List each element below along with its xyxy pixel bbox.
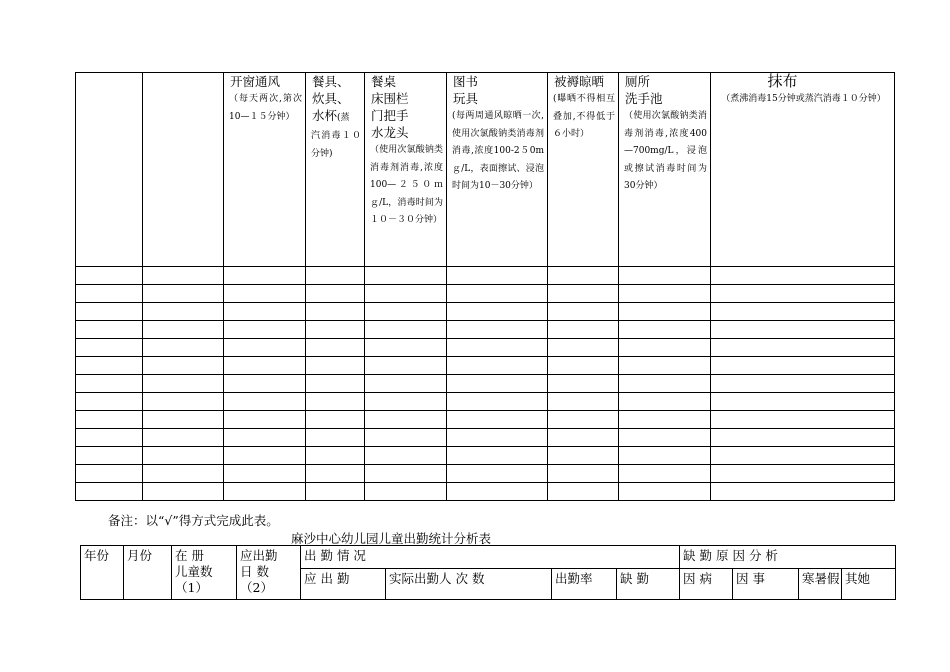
table-cell[interactable] bbox=[306, 357, 365, 375]
should-attend-days-header: 应出勤 日 数 （2） bbox=[237, 546, 301, 600]
header-cell-blank-1 bbox=[76, 73, 143, 267]
table-cell[interactable] bbox=[76, 303, 143, 321]
header-cell-ventilation: 开窗通风 （每天两次,第次10—１５分钟） bbox=[224, 73, 306, 267]
table-cell[interactable] bbox=[711, 465, 895, 483]
table-cell[interactable] bbox=[224, 483, 306, 501]
table-cell[interactable] bbox=[143, 303, 224, 321]
table-cell[interactable] bbox=[711, 339, 895, 357]
table-cell[interactable] bbox=[711, 267, 895, 285]
table-cell[interactable] bbox=[76, 285, 143, 303]
attendance-situation-header: 出 勤 情 况 bbox=[301, 546, 680, 569]
remark-note: 备注：以“√”得方式完成此表。 bbox=[108, 513, 279, 528]
table-cell[interactable] bbox=[619, 429, 711, 447]
table-cell[interactable] bbox=[365, 465, 447, 483]
table-cell[interactable] bbox=[143, 393, 224, 411]
table-cell[interactable] bbox=[711, 321, 895, 339]
table-cell[interactable] bbox=[619, 411, 711, 429]
personal-leave-header: 因 事 bbox=[733, 569, 799, 600]
table-cell[interactable] bbox=[306, 483, 365, 501]
table-cell[interactable] bbox=[619, 465, 711, 483]
table-cell[interactable] bbox=[224, 393, 306, 411]
table-cell[interactable] bbox=[76, 267, 143, 285]
table-cell[interactable] bbox=[447, 267, 548, 285]
table-cell[interactable] bbox=[76, 321, 143, 339]
header-cell-tableware: 餐具、 炊具、 水杯(蒸 汽消毒１０分钟) bbox=[306, 73, 365, 267]
table-cell[interactable] bbox=[447, 303, 548, 321]
table-cell[interactable] bbox=[224, 357, 306, 375]
table-cell[interactable] bbox=[548, 429, 619, 447]
table-cell[interactable] bbox=[76, 375, 143, 393]
table-cell[interactable] bbox=[548, 375, 619, 393]
header-cell-rag: 抹布 （煮沸消毒15分钟或蒸汽消毒１０分钟） bbox=[711, 73, 895, 267]
absence-header: 缺 勤 bbox=[617, 569, 680, 600]
table-cell[interactable] bbox=[548, 285, 619, 303]
table-cell[interactable] bbox=[306, 465, 365, 483]
table-cell[interactable] bbox=[619, 303, 711, 321]
enrolled-children-header: 在 册 儿童数 （1） bbox=[172, 546, 237, 600]
table-cell[interactable] bbox=[76, 357, 143, 375]
table-cell[interactable] bbox=[224, 339, 306, 357]
table-cell[interactable] bbox=[224, 429, 306, 447]
table-cell[interactable] bbox=[306, 285, 365, 303]
table-row bbox=[76, 465, 895, 483]
table-row bbox=[76, 321, 895, 339]
table-cell[interactable] bbox=[447, 429, 548, 447]
table-cell[interactable] bbox=[619, 321, 711, 339]
table-cell[interactable] bbox=[548, 465, 619, 483]
table-cell[interactable] bbox=[447, 357, 548, 375]
table-cell[interactable] bbox=[711, 411, 895, 429]
table-cell[interactable] bbox=[619, 339, 711, 357]
table-cell[interactable] bbox=[711, 357, 895, 375]
table-cell[interactable] bbox=[76, 339, 143, 357]
table-cell[interactable] bbox=[143, 285, 224, 303]
table-cell[interactable] bbox=[447, 447, 548, 465]
table-cell[interactable] bbox=[143, 321, 224, 339]
table-cell[interactable] bbox=[365, 411, 447, 429]
table-cell[interactable] bbox=[365, 321, 447, 339]
table-cell[interactable] bbox=[365, 357, 447, 375]
table-cell[interactable] bbox=[76, 393, 143, 411]
table-cell[interactable] bbox=[143, 429, 224, 447]
table-cell[interactable] bbox=[76, 465, 143, 483]
table-cell[interactable] bbox=[224, 303, 306, 321]
table-cell[interactable] bbox=[306, 303, 365, 321]
table-cell[interactable] bbox=[619, 285, 711, 303]
year-header: 年份 bbox=[81, 546, 124, 600]
table-cell[interactable] bbox=[711, 447, 895, 465]
header-cell-blank-2 bbox=[143, 73, 224, 267]
table-row bbox=[76, 375, 895, 393]
table-cell[interactable] bbox=[548, 267, 619, 285]
month-header: 月份 bbox=[124, 546, 172, 600]
table-cell[interactable] bbox=[711, 375, 895, 393]
table-row bbox=[76, 411, 895, 429]
table-cell[interactable] bbox=[365, 267, 447, 285]
table-cell[interactable] bbox=[548, 411, 619, 429]
table-cell[interactable] bbox=[224, 285, 306, 303]
table-row bbox=[76, 483, 895, 501]
attendance-table-title: 麻沙中心幼儿园儿童出勤统计分析表 bbox=[291, 531, 492, 546]
sick-header: 因 病 bbox=[680, 569, 733, 600]
table-cell[interactable] bbox=[306, 339, 365, 357]
table-cell[interactable] bbox=[143, 483, 224, 501]
table-cell[interactable] bbox=[548, 393, 619, 411]
table-row bbox=[76, 447, 895, 465]
table-row bbox=[76, 267, 895, 285]
table-cell[interactable] bbox=[224, 447, 306, 465]
table-cell[interactable] bbox=[76, 483, 143, 501]
should-attend-header: 应 出 勤 bbox=[301, 569, 386, 600]
table-cell[interactable] bbox=[548, 339, 619, 357]
table-cell[interactable] bbox=[143, 339, 224, 357]
table-cell[interactable] bbox=[306, 447, 365, 465]
table-cell[interactable] bbox=[619, 357, 711, 375]
table-cell[interactable] bbox=[619, 447, 711, 465]
tableware-title-suffix: (蒸 bbox=[337, 113, 350, 123]
table-cell[interactable] bbox=[447, 393, 548, 411]
table-cell[interactable] bbox=[619, 483, 711, 501]
table-row bbox=[76, 429, 895, 447]
table-cell[interactable] bbox=[143, 375, 224, 393]
header-row bbox=[76, 73, 895, 267]
table-row bbox=[76, 339, 895, 357]
table-cell[interactable] bbox=[143, 411, 224, 429]
absence-reasons-header: 缺 勤 原 因 分 析 bbox=[680, 546, 896, 569]
table-row bbox=[76, 357, 895, 375]
table-cell[interactable] bbox=[224, 465, 306, 483]
table-cell[interactable] bbox=[306, 375, 365, 393]
table-cell[interactable] bbox=[447, 321, 548, 339]
table-cell[interactable] bbox=[619, 267, 711, 285]
actual-attendance-header: 实际出勤人 次 数 bbox=[386, 569, 552, 600]
table-cell[interactable] bbox=[76, 447, 143, 465]
table-cell[interactable] bbox=[365, 375, 447, 393]
header-cell-toilet: 厕所 洗手池 （使用次氯酸钠类消毒剂消毒,浓度400—700mg/L，浸泡或擦试消毒时间为30分钟） bbox=[619, 73, 711, 267]
table-cell[interactable] bbox=[447, 465, 548, 483]
header-cell-table-railing: 餐桌 床围栏 门把手 水龙头 （使用次氯酸钠类消毒剂消毒,浓度100—２５０ｍｇ/L，消毒时间为１０－３０分钟） bbox=[365, 73, 447, 267]
table-cell[interactable] bbox=[711, 483, 895, 501]
table-cell[interactable] bbox=[548, 357, 619, 375]
table-cell[interactable] bbox=[548, 483, 619, 501]
attendance-rate-header: 出勤率 bbox=[552, 569, 617, 600]
table-cell[interactable] bbox=[143, 357, 224, 375]
table-row bbox=[76, 393, 895, 411]
table-cell[interactable] bbox=[447, 483, 548, 501]
table-cell[interactable] bbox=[306, 321, 365, 339]
table-cell[interactable] bbox=[447, 339, 548, 357]
table-cell[interactable] bbox=[76, 429, 143, 447]
table-cell[interactable] bbox=[711, 429, 895, 447]
table-cell[interactable] bbox=[365, 303, 447, 321]
table-cell[interactable] bbox=[306, 429, 365, 447]
table-cell[interactable] bbox=[224, 375, 306, 393]
table-cell[interactable] bbox=[224, 267, 306, 285]
vacation-header: 寒暑假 bbox=[799, 569, 842, 600]
disinfection-record-table bbox=[75, 72, 895, 501]
attendance-header-row-1 bbox=[81, 546, 896, 569]
table-cell[interactable] bbox=[711, 285, 895, 303]
table-cell[interactable] bbox=[143, 267, 224, 285]
table-cell[interactable] bbox=[365, 285, 447, 303]
table-cell[interactable] bbox=[711, 393, 895, 411]
table-cell[interactable] bbox=[548, 447, 619, 465]
attendance-statistics-table bbox=[80, 545, 896, 600]
header-cell-books-toys: 图书 玩具 (每两周通风晾晒一次,使用次氯酸钠类消毒剂消毒,浓度100-2５0m ｇ/L，表面擦试、浸泡时间为10－30分钟） bbox=[447, 73, 548, 267]
tableware-title: 餐具、 炊具、 水杯 bbox=[312, 74, 350, 123]
table-row bbox=[76, 285, 895, 303]
table-cell[interactable] bbox=[365, 447, 447, 465]
table-cell[interactable] bbox=[143, 465, 224, 483]
table-cell[interactable] bbox=[447, 375, 548, 393]
table-cell[interactable] bbox=[447, 411, 548, 429]
header-cell-bedding: 被褥晾晒 (曝晒不得相互叠加,不得低于６小时） bbox=[548, 73, 619, 267]
table-cell[interactable] bbox=[76, 411, 143, 429]
table-cell[interactable] bbox=[306, 393, 365, 411]
table-cell[interactable] bbox=[306, 411, 365, 429]
table-cell[interactable] bbox=[548, 321, 619, 339]
table-cell[interactable] bbox=[447, 285, 548, 303]
table-cell[interactable] bbox=[619, 393, 711, 411]
table-row bbox=[76, 303, 895, 321]
table-cell[interactable] bbox=[619, 375, 711, 393]
table-cell[interactable] bbox=[365, 393, 447, 411]
table-cell[interactable] bbox=[224, 321, 306, 339]
table-cell[interactable] bbox=[365, 339, 447, 357]
table-cell[interactable] bbox=[365, 429, 447, 447]
other-header: 其她 bbox=[842, 569, 896, 600]
table-cell[interactable] bbox=[306, 267, 365, 285]
table-cell[interactable] bbox=[548, 303, 619, 321]
table-cell[interactable] bbox=[365, 483, 447, 501]
table-cell[interactable] bbox=[224, 411, 306, 429]
table-cell[interactable] bbox=[711, 303, 895, 321]
table-cell[interactable] bbox=[143, 447, 224, 465]
